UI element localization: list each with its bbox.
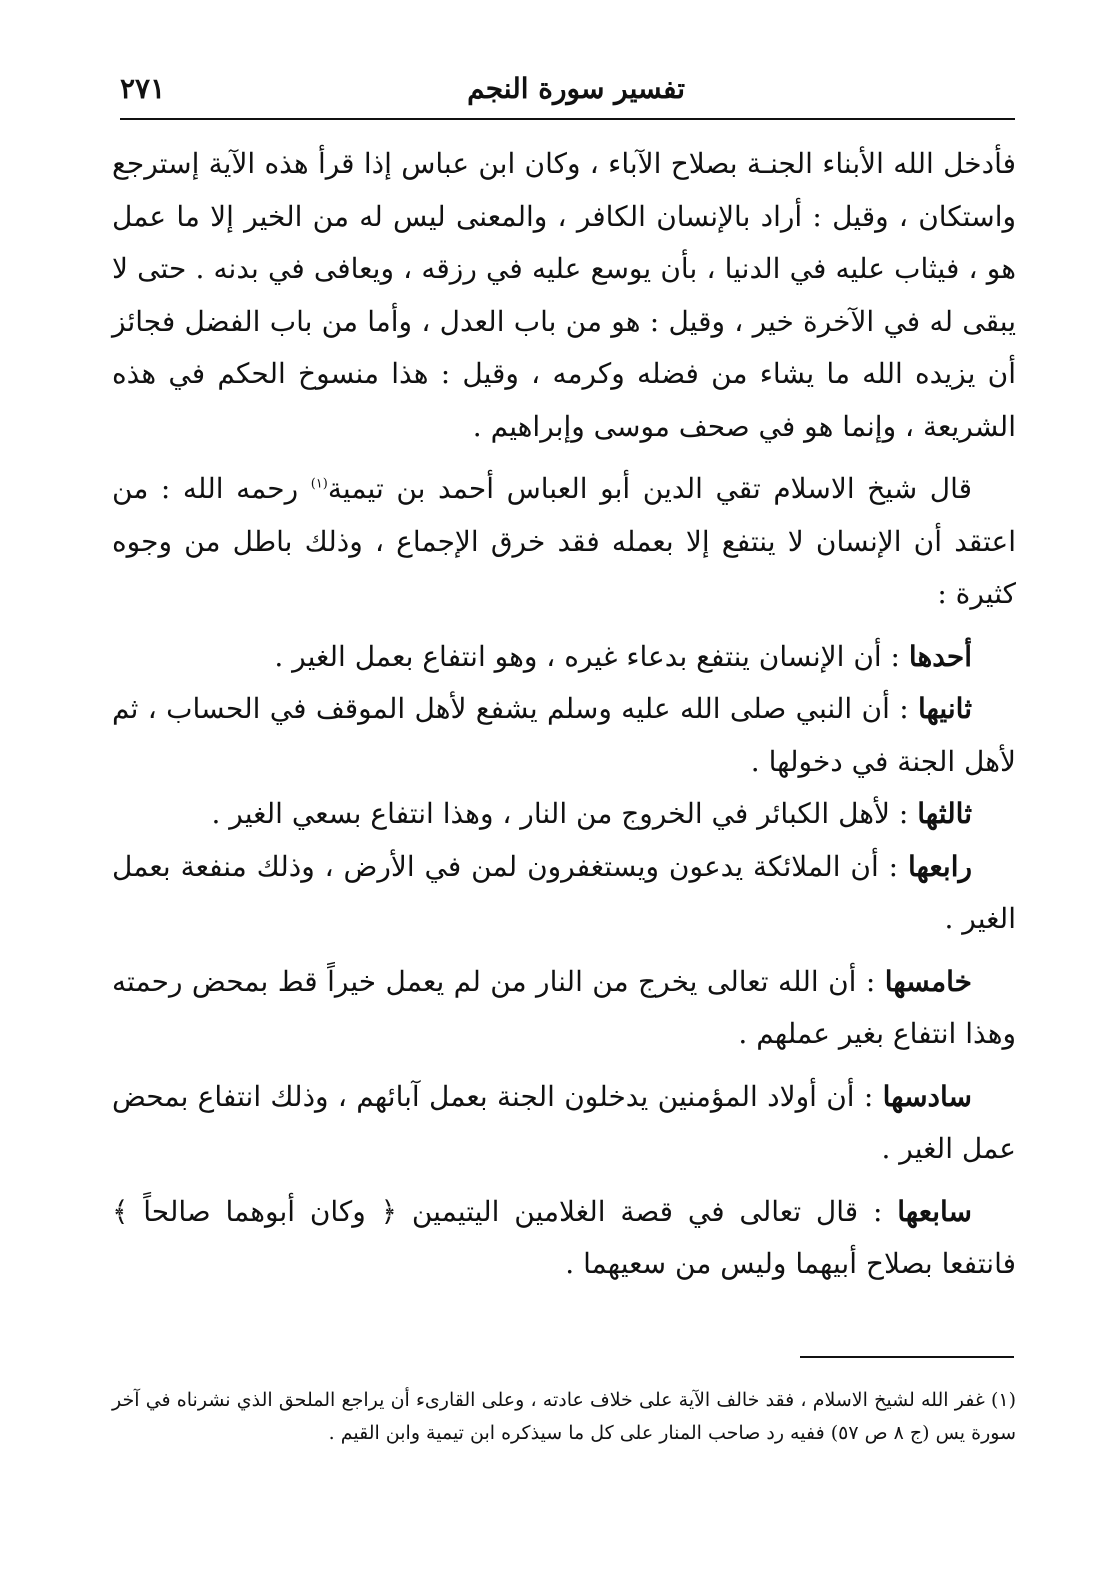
list-item-1-text: : أن الإنسان ينتفع بدعاء غيره ، وهو انتفاع بعمل الغير . xyxy=(274,639,909,673)
paragraph-2-text-b: رحمه الله : من اعتقد أن الإنسان لا ينتفع إلا بعمله فقد خرق الإجماع ، وذلك باطل من وجوه كثيرة : xyxy=(112,472,1016,610)
list-item-6-text: : أن أولاد المؤمنين يدخلون الجنة بعمل آبائهم ، وذلك انتفاع بمحض عمل الغير . xyxy=(112,1079,1016,1165)
list-item-5-head: خامسها xyxy=(884,964,972,998)
list-item-4-head: رابعها xyxy=(907,849,972,883)
list-item-3-text: : لأهل الكبائر في الخروج من النار ، وهذا انتفاع بسعي الغير . xyxy=(211,797,918,830)
running-header xyxy=(120,66,1015,116)
list-item-2-text: : أن النبي صلى الله عليه وسلم يشفع لأهل الموقف في الحساب ، ثم لأهل الجنة في دخولها . xyxy=(112,692,1016,778)
footnote-reference[interactable]: (١) xyxy=(310,476,328,492)
paragraph-1: فأدخل الله الأبناء الجنـة بصلاح الآباء ، وكان ابن عباس إذا قرأ هذه الآية إسترجع واستكان ، وقيل : أراد بالإنسان الكافر ، والمعنى ليس له من الخير إلا ما عمل هو ، فيثاب عليه في الدنيا ، بأن يوسع عليه في رزقه ، ويعافى في بدنه . حتى لا يبقى له في الآخرة خير ، وقيل : هو من باب العدل ، وأما من باب الفضل فجائز أن يزيده الله ما يشاء من فضله وكرمه ، وقيل : هذا منسوخ الحكم في هذه الشريعة ، وإنما هو في صحف موسى وإبراهيم . xyxy=(112,147,1016,443)
footnote-text: (١) غفر الله لشيخ الاسلام ، فقد خالف الآية على خلاف عادته ، وعلى القارىء أن يراجع الملحق الذي نشرناه في آخر سورة يس (ج ٨ ص ٥٧) ففيه رد صاحب المنار على كل ما سيذكره ابن تيمية وابن القيم . xyxy=(112,1389,1016,1444)
list-item-7 xyxy=(112,1186,1016,1291)
list-item-1-head: أحدها xyxy=(908,639,972,673)
list-item-5 xyxy=(112,956,1016,1061)
list-item-2 xyxy=(112,683,1016,788)
list-item-2-head: ثانيها xyxy=(917,692,972,725)
list-item-6 xyxy=(112,1071,1016,1176)
paragraph-2 xyxy=(112,463,1016,621)
page-number: ٢٧١ xyxy=(120,72,166,105)
list-item-7-head: سابعها xyxy=(897,1194,972,1228)
list-item-3-head: ثالثها xyxy=(917,797,972,830)
list-item-7-text: : قال تعالى في قصة الغلامين اليتيمين ﴿ وكان أبوهما صالحاً ﴾ فانتفعا بصلاح أبيهما وليس من سعيهما . xyxy=(112,1194,1016,1280)
list-item-3 xyxy=(112,788,1016,841)
page-title: تفسير سورة النجم xyxy=(467,72,685,105)
main-text xyxy=(112,138,1016,1291)
list-item-4 xyxy=(112,841,1016,946)
paragraph-2-text-a: قال شيخ الاسلام تقي الدين أبو العباس أحمد بن تيمية xyxy=(327,472,973,505)
list-item-6-head: سادسها xyxy=(882,1079,972,1113)
list-item-4-text: : أن الملائكة يدعون ويستغفرون لمن في الأرض ، وذلك منفعة بعمل الغير . xyxy=(112,849,1016,935)
footnote xyxy=(112,1384,1016,1450)
header-divider xyxy=(120,118,1015,120)
list-item-1 xyxy=(112,631,1016,684)
list-item-5-text: : أن الله تعالى يخرج من النار من لم يعمل خيراً قط بمحض رحمته وهذا انتفاع بغير عملهم . xyxy=(112,964,1016,1050)
footnote-divider xyxy=(800,1356,1014,1358)
